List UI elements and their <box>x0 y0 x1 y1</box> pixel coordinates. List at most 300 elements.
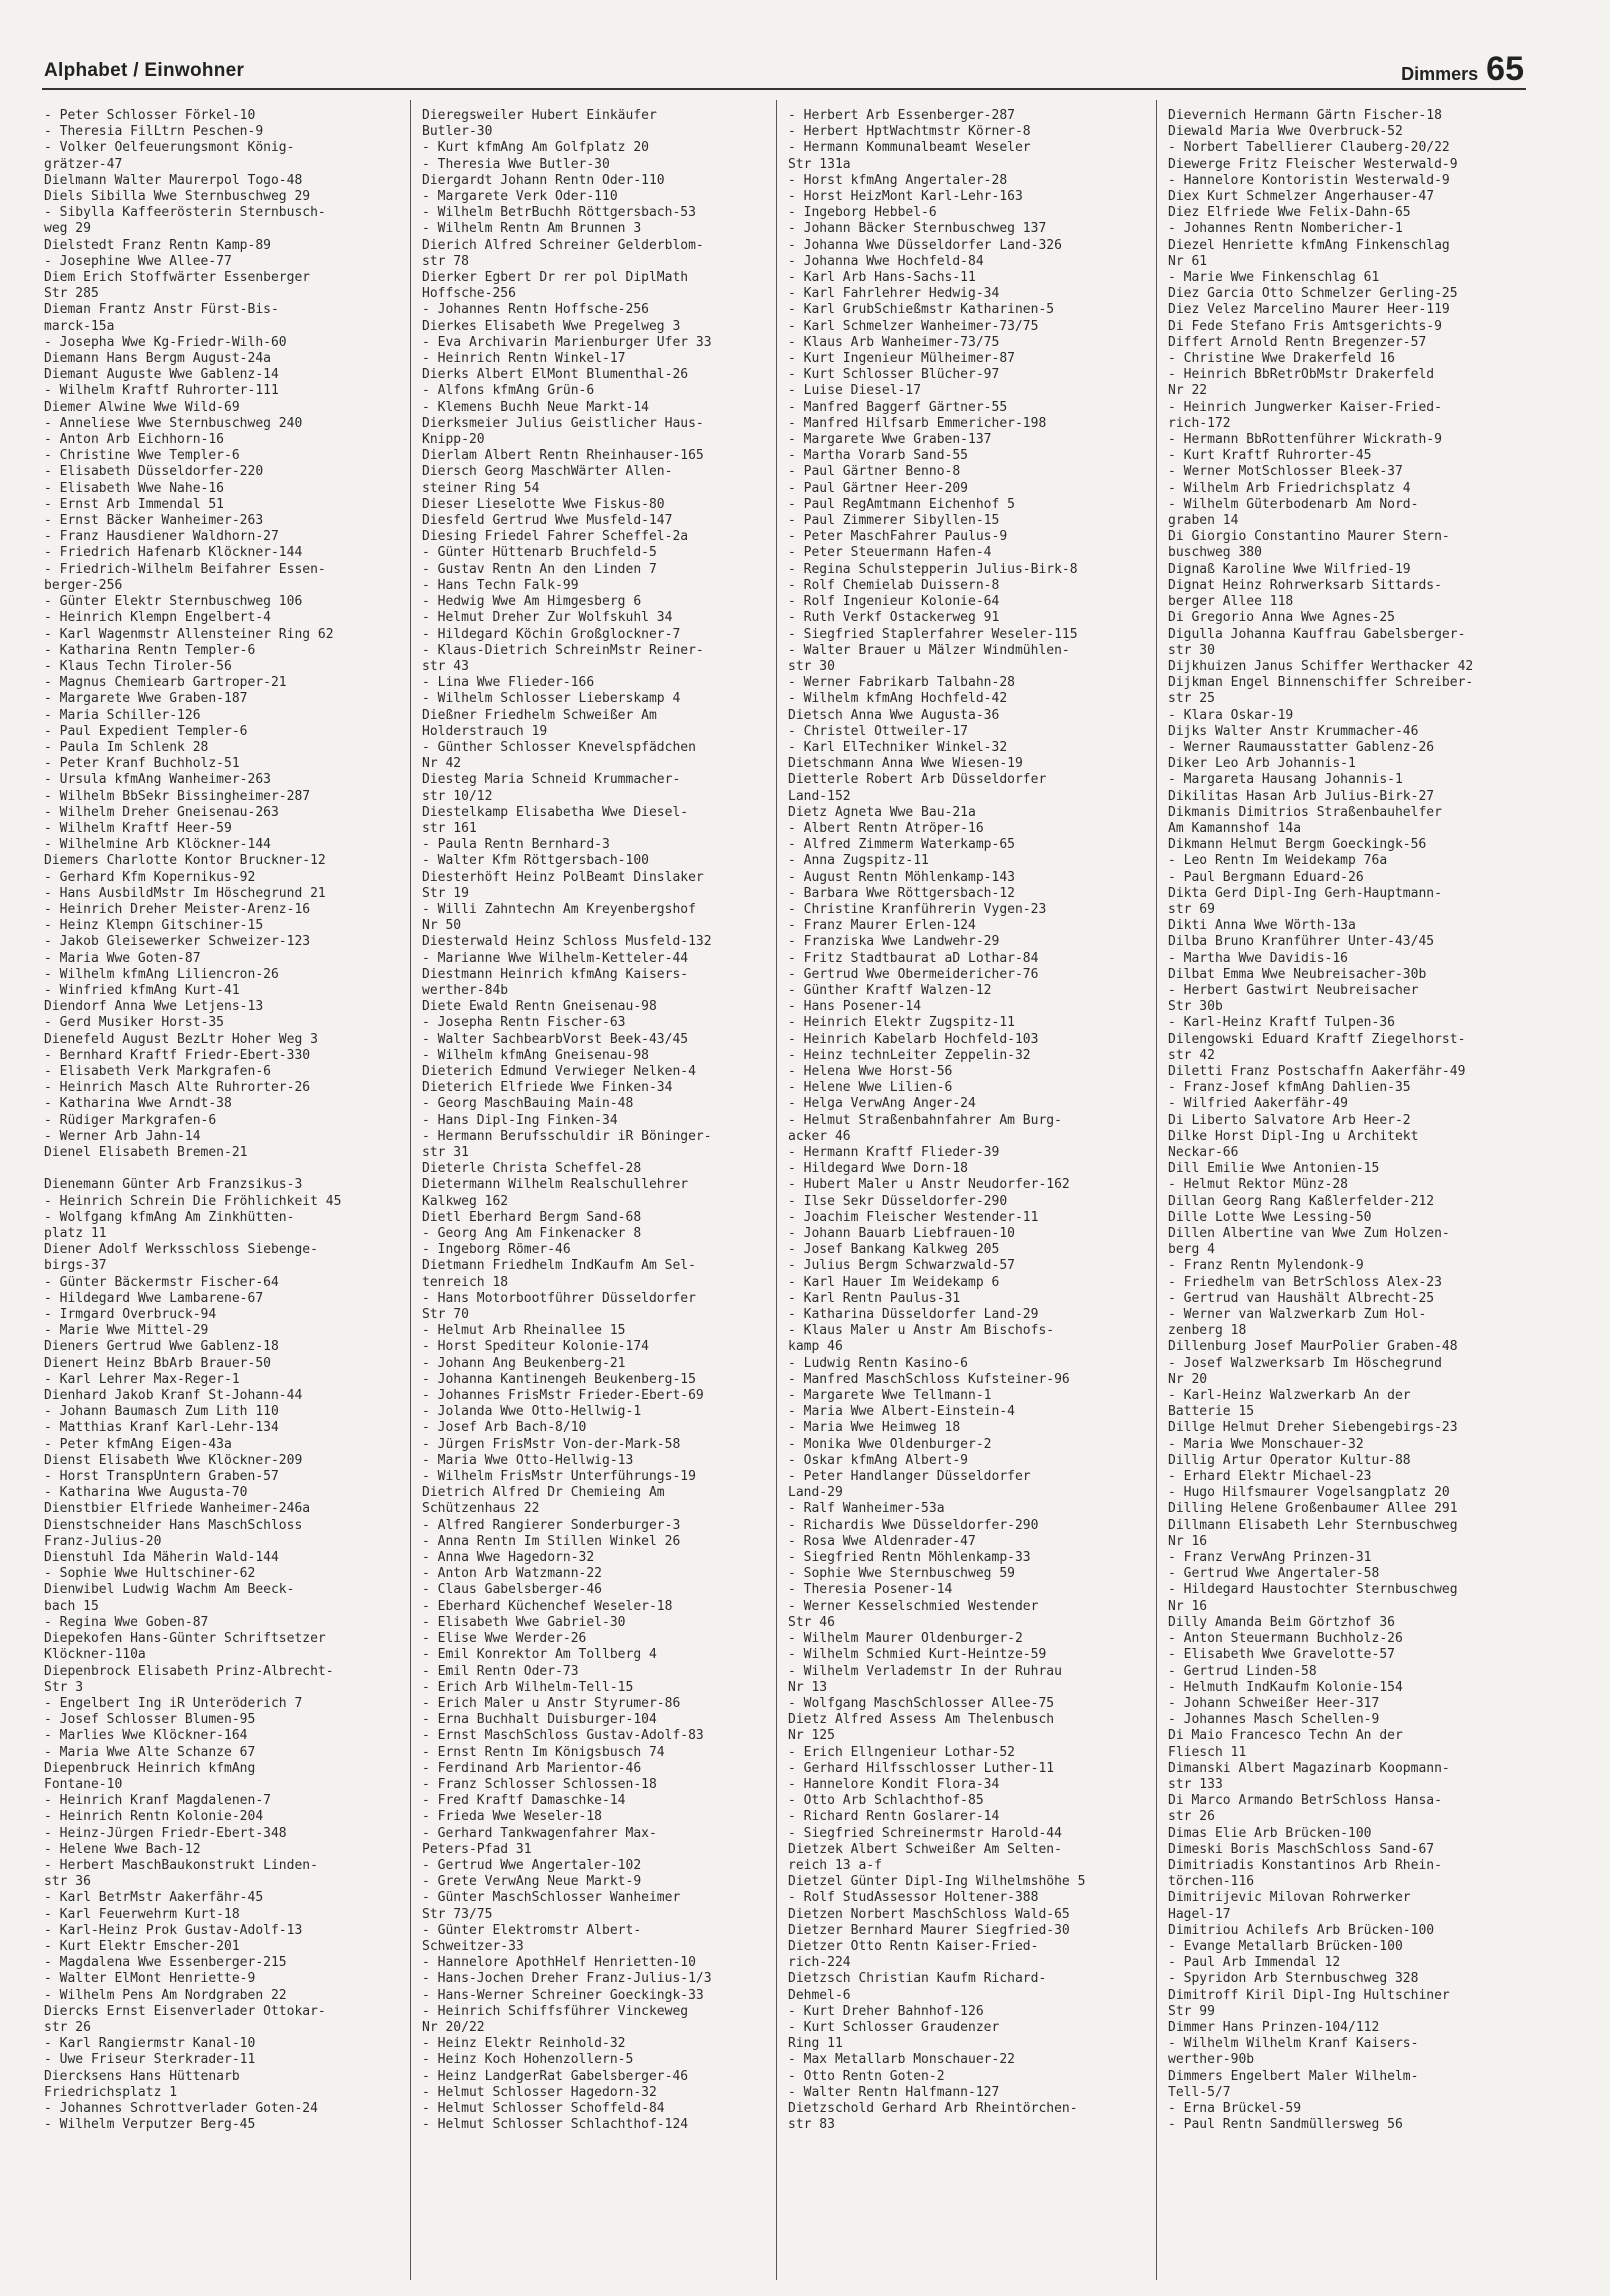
directory-entry-line: Batterie 15 <box>1168 1404 1255 1420</box>
directory-entry-line: Nr 20 <box>1168 1371 1208 1387</box>
directory-entry-line: Diels Sibilla Wwe Sternbuschweg 29 <box>44 189 311 205</box>
directory-entry-line <box>44 1161 399 1177</box>
directory-entry-line: - Helena Wwe Horst-56 <box>788 1063 953 1079</box>
directory-entry-line: - Karl Schmelzer Wanheimer-73/75 <box>788 318 1039 334</box>
directory-entry-line: Dilengowski Eduard Kraftf Ziegelhorst- <box>1168 1031 1466 1047</box>
directory-entry-line: - Paul Zimmerer Sibyllen-15 <box>788 513 1000 529</box>
directory-entry-line: - Helmut Dreher Zur Wolfskuhl 34 <box>422 610 673 626</box>
directory-entry-line: - Werner Kesselschmied Westender <box>788 1598 1039 1614</box>
directory-entry-line: Am Kamannshof 14a <box>1168 820 1302 836</box>
directory-entry-line: str 36 <box>44 1874 91 1890</box>
directory-entry-line: - Theresia Posener-14 <box>788 1582 953 1598</box>
directory-entry-line: Di Giorgio Constantino Maurer Stern- <box>1168 529 1450 545</box>
directory-entry-line: Nr 42 <box>422 756 462 772</box>
directory-entry-line: - Max Metallarb Monschauer-22 <box>788 2052 1015 2068</box>
directory-entry-line: - Ralf Wanheimer-53a <box>788 1501 945 1517</box>
directory-entry-line: - Gerhard Kfm Kopernikus-92 <box>44 869 256 885</box>
directory-entry-line: - Marie Wwe Finkenschlag 61 <box>1168 270 1380 286</box>
directory-entry-line: - Werner MotSchlosser Bleek-37 <box>1168 464 1403 480</box>
directory-entry-line: - Johann Schweißer Heer-317 <box>1168 1695 1380 1711</box>
directory-entry-line: - Josef Walzwerksarb Im Höschegrund <box>1168 1355 1442 1371</box>
directory-entry-line: Dienstbier Elfriede Wanheimer-246a <box>44 1501 311 1517</box>
directory-entry-line: Dietschmann Anna Wwe Wiesen-19 <box>788 756 1023 772</box>
directory-entry-line: str 133 <box>1168 1776 1223 1792</box>
directory-entry-line: kamp 46 <box>788 1339 843 1355</box>
directory-entry-line: Str 73/75 <box>422 1906 493 1922</box>
directory-entry-line: - Anna Zugspitz-11 <box>788 853 929 869</box>
directory-entry-line: Schweitzer-33 <box>422 1938 524 1954</box>
directory-entry-line: - Manfred MaschSchloss Kufsteiner-96 <box>788 1371 1070 1387</box>
section-title: Alphabet / Einwohner <box>44 60 245 81</box>
directory-entry-line: Schützenhaus 22 <box>422 1501 540 1517</box>
directory-entry-line: Dierich Alfred Schreiner Gelderblom- <box>422 237 704 253</box>
directory-entry-line: - Elisabeth Wwe Nahe-16 <box>44 480 225 496</box>
directory-entry-line: - Erich Arb Wilhelm-Tell-15 <box>422 1679 634 1695</box>
directory-entry-line: tenreich 18 <box>422 1274 509 1290</box>
directory-entry-line: - Hermann Berufsschuldir iR Böninger- <box>422 1128 712 1144</box>
directory-entry-line: - Karl GrubSchießmstr Katharinen-5 <box>788 302 1055 318</box>
directory-entry-line: - Spyridon Arb Sternbuschweg 328 <box>1168 1971 1419 1987</box>
directory-entry-line: - Karl Hauer Im Weidekamp 6 <box>788 1274 1000 1290</box>
directory-entry-line: Klöckner-110a <box>44 1647 146 1663</box>
directory-entry-line: Diener Adolf Werksschloss Siebenge- <box>44 1242 318 1258</box>
directory-entry-line: Diezel Henriette kfmAng Finkenschlag <box>1168 237 1450 253</box>
directory-entry-line: Diercksens Hans Hüttenarb <box>44 2068 240 2084</box>
directory-entry-line: - Irmgard Overbruck-94 <box>44 1307 217 1323</box>
directory-entry-line: Dilba Bruno Kranführer Unter-43/45 <box>1168 934 1435 950</box>
directory-entry-line: - Karl-Heinz Prok Gustav-Adolf-13 <box>44 1922 303 1938</box>
directory-entry-line: - Wilhelm Arb Friedrichsplatz 4 <box>1168 480 1411 496</box>
directory-entry-line: - Margareta Hausang Johannis-1 <box>1168 772 1403 788</box>
directory-entry-line: Dienst Elisabeth Wwe Klöckner-209 <box>44 1452 303 1468</box>
directory-entry-line: Dienemann Günter Arb Franzsikus-3 <box>44 1177 303 1193</box>
directory-entry-line: Dimas Elie Arb Brücken-100 <box>1168 1825 1372 1841</box>
directory-entry-line: Diex Kurt Schmelzer Angerhauser-47 <box>1168 189 1435 205</box>
directory-entry-line: Dieman Frantz Anstr Fürst-Bis- <box>44 302 279 318</box>
directory-entry-line: - Ruth Verkf Ostackerweg 91 <box>788 610 1000 626</box>
directory-entry-line: - Karl Wagenmstr Allensteiner Ring 62 <box>44 626 334 642</box>
directory-entry-line: - Johannes Rentn Nombericher-1 <box>1168 221 1403 237</box>
directory-entry-line: - Wilfried Aakerfähr-49 <box>1168 1096 1349 1112</box>
directory-entry-line: - Franz Schlosser Schlossen-18 <box>422 1776 657 1792</box>
directory-entry-line: - Sophie Wwe Hultschiner-62 <box>44 1566 256 1582</box>
directory-entry-line: - Georg MaschBauing Main-48 <box>422 1096 634 1112</box>
directory-entry-line: - Albert Rentn Atröper-16 <box>788 820 984 836</box>
directory-entry-line: - Kurt Elektr Emscher-201 <box>44 1938 240 1954</box>
column-3 <box>788 108 1143 2133</box>
directory-entry-line: - Heinz Koch Hohenzollern-5 <box>422 2052 634 2068</box>
directory-entry-line: - Herbert Arb Essenberger-287 <box>788 108 1015 123</box>
directory-entry-line: - Regina Wwe Goben-87 <box>44 1614 209 1630</box>
directory-entry-line: Dilly Amanda Beim Görtzhof 36 <box>1168 1614 1395 1630</box>
directory-entry-line: - Georg Ang Am Finkenacker 8 <box>422 1226 642 1242</box>
directory-entry-line: - Jolanda Wwe Otto-Hellwig-1 <box>422 1404 642 1420</box>
directory-entry-line: Di Marco Armando BetrSchloss Hansa- <box>1168 1793 1442 1809</box>
directory-entry-line: - Johannes FrisMstr Frieder-Ebert-69 <box>422 1388 704 1404</box>
directory-entry-line: - Karl Rangiermstr Kanal-10 <box>44 2036 256 2052</box>
directory-entry-line: - Johann Bäcker Sternbuschweg 137 <box>788 221 1047 237</box>
directory-entry-line: - Barbara Wwe Röttgersbach-12 <box>788 885 1015 901</box>
directory-entry-line: Dienhard Jakob Kranf St-Johann-44 <box>44 1388 303 1404</box>
directory-entry-line: Dijkman Engel Binnenschiffer Schreiber- <box>1168 675 1474 691</box>
directory-entry-line: - Siegfried Schreinermstr Harold-44 <box>788 1825 1062 1841</box>
directory-entry-line: - Peter Kranf Buchholz-51 <box>44 756 240 772</box>
directory-entry-line: Hoffsche-256 <box>422 286 516 302</box>
directory-entry-line: - Magdalena Wwe Essenberger-215 <box>44 1955 287 1971</box>
directory-entry-line: Franz-Julius-20 <box>44 1533 162 1549</box>
directory-entry-line: - Heinrich Kabelarb Hochfeld-103 <box>788 1031 1039 1047</box>
directory-entry-line: Fliesch 11 <box>1168 1744 1247 1760</box>
directory-entry-line: - Hildegard Köchin Großglockner-7 <box>422 626 681 642</box>
directory-entry-line: Diergardt Johann Rentn Oder-110 <box>422 172 665 188</box>
directory-entry-line: Dierkes Elisabeth Wwe Pregelweg 3 <box>422 318 681 334</box>
directory-entry-line: - Maria Wwe Alte Schanze 67 <box>44 1744 256 1760</box>
directory-entry-line: Diletti Franz Postschaffn Aakerfähr-49 <box>1168 1063 1466 1079</box>
directory-entry-line: - Hans Dipl-Ing Finken-34 <box>422 1112 618 1128</box>
directory-entry-line: Dielmann Walter Maurerpol Togo-48 <box>44 172 303 188</box>
directory-entry-line: Dignat Heinz Rohrwerksarb Sittards- <box>1168 577 1442 593</box>
directory-entry-line: Di Fede Stefano Fris Amtsgerichts-9 <box>1168 318 1442 334</box>
directory-entry-line: - Anna Wwe Hagedorn-32 <box>422 1550 595 1566</box>
directory-entry-line: - Erna Brückel-59 <box>1168 2100 1302 2116</box>
directory-entry-line: Str 131a <box>788 156 851 172</box>
directory-entry-line: - Heinrich Schiffsführer Vinckeweg <box>422 2003 689 2019</box>
directory-entry-line: Dießner Friedhelm Schweißer Am <box>422 707 657 723</box>
directory-entry-line: - Heinrich Schrein Die Fröhlichkeit 45 <box>44 1193 342 1209</box>
directory-entry-line: - Friedhelm van BetrSchloss Alex-23 <box>1168 1274 1442 1290</box>
directory-entry-line: - Hans-Jochen Dreher Franz-Julius-1/3 <box>422 1971 712 1987</box>
directory-entry-line: Diete Ewald Rentn Gneisenau-98 <box>422 999 657 1015</box>
directory-entry-line: str 83 <box>788 2117 835 2133</box>
directory-entry-line: Peters-Pfad 31 <box>422 1841 532 1857</box>
directory-entry-line: - Ingeborg Römer-46 <box>422 1242 571 1258</box>
directory-entry-line: Dikilitas Hasan Arb Julius-Birk-27 <box>1168 788 1435 804</box>
directory-entry-line: Diercks Ernst Eisenverlader Ottokar- <box>44 2003 326 2019</box>
directory-entry-line: - Klaus Arb Wanheimer-73/75 <box>788 334 1000 350</box>
directory-entry-line: - Hans Posener-14 <box>788 999 922 1015</box>
directory-entry-line: - Katharina Rentn Templer-6 <box>44 642 256 658</box>
directory-entry-line: Dieterich Edmund Verwieger Nelken-4 <box>422 1063 696 1079</box>
directory-entry-line: - Rolf Ingenieur Kolonie-64 <box>788 594 1000 610</box>
directory-entry-line: - Gertrud Wwe Angertaler-58 <box>1168 1566 1380 1582</box>
directory-entry-line: Dietrich Alfred Dr Chemieing Am <box>422 1485 665 1501</box>
directory-entry-line: Dietterle Robert Arb Düsseldorfer <box>788 772 1047 788</box>
directory-entry-line: - Maria Wwe Goten-87 <box>44 950 201 966</box>
directory-entry-line: Dienefeld August BezLtr Hoher Weg 3 <box>44 1031 318 1047</box>
directory-entry-line: - Marianne Wwe Wilhelm-Ketteler-44 <box>422 950 689 966</box>
directory-entry-line: Diestelkamp Elisabetha Wwe Diesel- <box>422 804 689 820</box>
directory-entry-line: - Wilhelm Verlademstr In der Ruhrau <box>788 1663 1062 1679</box>
directory-entry-line: - Maria Schiller-126 <box>44 707 201 723</box>
directory-entry-line: Hagel-17 <box>1168 1906 1231 1922</box>
directory-entry-line: - Regina Schulstepperin Julius-Birk-8 <box>788 561 1078 577</box>
directory-entry-line: Dilke Horst Dipl-Ing u Architekt <box>1168 1128 1419 1144</box>
directory-entry-line: Dille Lotte Wwe Lessing-50 <box>1168 1209 1372 1225</box>
directory-entry-line: - Hermann BbRottenführer Wickrath-9 <box>1168 432 1442 448</box>
directory-entry-line: - Claus Gabelsberger-46 <box>422 1582 603 1598</box>
directory-entry-line: - Bernhard Kraftf Friedr-Ebert-330 <box>44 1047 311 1063</box>
directory-entry-line: grätzer-47 <box>44 156 123 172</box>
directory-entry-line: - Maria Wwe Heimweg 18 <box>788 1420 961 1436</box>
directory-entry-line: - Ludwig Rentn Kasino-6 <box>788 1355 969 1371</box>
directory-entry-line: - Katharina Wwe Augusta-70 <box>44 1485 248 1501</box>
directory-entry-line: Dieners Gertrud Wwe Gablenz-18 <box>44 1339 279 1355</box>
directory-entry-line: - Ernst Arb Immendal 51 <box>44 496 225 512</box>
directory-entry-line: - Heinrich Elektr Zugspitz-11 <box>788 1015 1015 1031</box>
directory-entry-line: - Helmut Schlosser Hagedorn-32 <box>422 2084 657 2100</box>
directory-entry-line: - Hermann Kraftf Flieder-39 <box>788 1145 1000 1160</box>
directory-entry-line: Kalkweg 162 <box>422 1193 509 1209</box>
directory-entry-line: - Karl Fahrlehrer Hedwig-34 <box>788 286 1000 302</box>
directory-entry-line: - Peter kfmAng Eigen-43a <box>44 1436 232 1452</box>
directory-entry-line: Diez Elfriede Wwe Felix-Dahn-65 <box>1168 205 1411 221</box>
directory-entry-line: Land-152 <box>788 788 851 804</box>
directory-entry-line: Dimanski Albert Magazinarb Koopmann- <box>1168 1760 1450 1776</box>
directory-entry-line: - Ilse Sekr Düsseldorfer-290 <box>788 1193 1008 1209</box>
directory-entry-line: Dikmanis Dimitrios Straßenbauhelfer <box>1168 804 1442 820</box>
directory-entry-line: - Katharina Düsseldorfer Land-29 <box>788 1307 1039 1323</box>
directory-entry-line: Dielstedt Franz Rentn Kamp-89 <box>44 237 271 253</box>
directory-entry-line: - Johannes Rentn Hoffsche-256 <box>422 302 649 318</box>
directory-entry-line: törchen-116 <box>1168 1874 1255 1890</box>
directory-entry-line: Dienert Heinz BbArb Brauer-50 <box>44 1355 271 1371</box>
directory-entry-line: - Ernst Bäcker Wanheimer-263 <box>44 513 264 529</box>
directory-entry-line: - Karl ElTechniker Winkel-32 <box>788 739 1008 755</box>
directory-entry-line: - Josef Arb Bach-8/10 <box>422 1420 587 1436</box>
directory-entry-line: - Franz Rentn Mylendonk-9 <box>1168 1258 1364 1274</box>
directory-entry-line: - Herbert Gastwirt Neubreisacher <box>1168 982 1419 998</box>
directory-entry-line: - Walter Kfm Röttgersbach-100 <box>422 853 649 869</box>
directory-entry-line: - Katharina Wwe Arndt-38 <box>44 1096 232 1112</box>
directory-entry-line: - Johann Bauarb Liebfrauen-10 <box>788 1226 1015 1242</box>
directory-entry-line: - Grete VerwAng Neue Markt-9 <box>422 1874 642 1890</box>
directory-entry-line: - Willi Zahntechn Am Kreyenbergshof <box>422 901 696 917</box>
directory-entry-line: Dienstschneider Hans MaschSchloss <box>44 1517 303 1533</box>
directory-entry-line: - Erich Ellngenieur Lothar-52 <box>788 1744 1015 1760</box>
directory-entry-line: - Ernst MaschSchloss Gustav-Adolf-83 <box>422 1728 704 1744</box>
directory-entry-line: - Karl BetrMstr Aakerfähr-45 <box>44 1890 264 1906</box>
directory-entry-line: - Johann Ang Beukenberg-21 <box>422 1355 626 1371</box>
directory-entry-line: graben 14 <box>1168 513 1239 529</box>
directory-entry-line: - Wilhelm Schmied Kurt-Heintze-59 <box>788 1647 1047 1663</box>
directory-entry-line: str 69 <box>1168 901 1215 917</box>
directory-entry-line: - Gustav Rentn An den Linden 7 <box>422 561 657 577</box>
directory-entry-line: Neckar-66 <box>1168 1145 1239 1160</box>
directory-entry-line: - Anna Rentn Im Stillen Winkel 26 <box>422 1533 681 1549</box>
directory-entry-line: - Helga VerwAng Anger-24 <box>788 1096 976 1112</box>
directory-entry-line: - Engelbert Ing iR Unteröderich 7 <box>44 1695 303 1711</box>
directory-entry-line: - Johanna Kantinengeh Beukenberg-15 <box>422 1371 696 1387</box>
directory-entry-line: - Franziska Wwe Landwehr-29 <box>788 934 1000 950</box>
directory-entry-line: - Elisabeth Verk Markgrafen-6 <box>44 1063 271 1079</box>
directory-entry-line: reich 13 a-f <box>788 1857 882 1873</box>
directory-entry-line: - Helmuth IndKaufm Kolonie-154 <box>1168 1679 1403 1695</box>
directory-entry-line: Diewald Maria Wwe Overbruck-52 <box>1168 124 1403 140</box>
directory-entry-line: - Otto Rentn Goten-2 <box>788 2068 945 2084</box>
directory-entry-line: - Klaus Maler u Anstr Am Bischofs- <box>788 1323 1055 1339</box>
directory-entry-line: - Alfred Rangierer Sonderburger-3 <box>422 1517 681 1533</box>
directory-entry-line: str 42 <box>1168 1047 1215 1063</box>
directory-entry-line: Diesterwald Heinz Schloss Musfeld-132 <box>422 934 712 950</box>
directory-entry-line: Dillan Georg Rang Kaßlerfelder-212 <box>1168 1193 1435 1209</box>
directory-entry-line: - Rosa Wwe Aldenrader-47 <box>788 1533 976 1549</box>
directory-entry-line: - Klemens Buchh Neue Markt-14 <box>422 399 649 415</box>
directory-entry-line: - Erich Maler u Anstr Styrumer-86 <box>422 1695 681 1711</box>
directory-entry-line: zenberg 18 <box>1168 1323 1247 1339</box>
directory-entry-line: - Kurt kfmAng Am Golfplatz 20 <box>422 140 649 156</box>
directory-entry-line: str 78 <box>422 253 469 269</box>
directory-entry-line: str 25 <box>1168 691 1215 707</box>
directory-entry-line: - Johanna Wwe Hochfeld-84 <box>788 253 984 269</box>
directory-entry-line: Dienwibel Ludwig Wachm Am Beeck- <box>44 1582 295 1598</box>
directory-entry-line: - Erhard Elektr Michael-23 <box>1168 1469 1372 1485</box>
directory-entry-line: - Werner Fabrikarb Talbahn-28 <box>788 675 1015 691</box>
directory-entry-line: - Günter Elektromstr Albert- <box>422 1922 642 1938</box>
directory-entry-line: Str 99 <box>1168 2003 1215 2019</box>
directory-entry-line: - Josepha Rentn Fischer-63 <box>422 1015 626 1031</box>
directory-entry-line: Dieterle Christa Scheffel-28 <box>422 1161 642 1177</box>
directory-entry-line: Dierksmeier Julius Geistlicher Haus- <box>422 415 704 431</box>
directory-entry-line: - Otto Arb Schlachthof-85 <box>788 1793 984 1809</box>
directory-entry-line: - Emil Konrektor Am Tollberg 4 <box>422 1647 657 1663</box>
directory-entry-line: Diendorf Anna Wwe Letjens-13 <box>44 999 264 1015</box>
directory-entry-line: - Horst HeizMont Karl-Lehr-163 <box>788 189 1023 205</box>
directory-entry-line: Nr 22 <box>1168 383 1208 399</box>
directory-entry-line: Dimmers Engelbert Maler Wilhelm- <box>1168 2068 1419 2084</box>
directory-entry-line: Diepenbruck Heinrich kfmAng <box>44 1760 256 1776</box>
directory-entry-line: - Heinz Klempn Gitschiner-15 <box>44 918 264 934</box>
directory-entry-line: weg 29 <box>44 221 91 237</box>
directory-entry-line: str 43 <box>422 658 469 674</box>
directory-entry-line: - Frieda Wwe Weseler-18 <box>422 1809 603 1825</box>
directory-entry-line: Dietzer Otto Rentn Kaiser-Fried- <box>788 1938 1039 1954</box>
directory-entry-line: - Ernst Rentn Im Königsbusch 74 <box>422 1744 665 1760</box>
directory-entry-line: - Friedrich Hafenarb Klöckner-144 <box>44 545 303 561</box>
directory-entry-line: - Martha Wwe Davidis-16 <box>1168 950 1349 966</box>
header-rule <box>42 88 1526 90</box>
directory-entry-line: - Marlies Wwe Klöckner-164 <box>44 1728 248 1744</box>
directory-entry-line: Str 285 <box>44 286 99 302</box>
directory-entry-line: - Hedwig Wwe Am Himgesberg 6 <box>422 594 642 610</box>
directory-entry-line: - Johannes Schrottverlader Goten-24 <box>44 2100 318 2116</box>
directory-entry-line: - Theresia Wwe Butler-30 <box>422 156 610 172</box>
directory-entry-line: Str 19 <box>422 885 469 901</box>
directory-entry-line: - Jakob Gleisewerker Schweizer-123 <box>44 934 311 950</box>
directory-entry-line: Dietzek Albert Schweißer Am Selten- <box>788 1841 1062 1857</box>
directory-entry-line: - Monika Wwe Oldenburger-2 <box>788 1436 992 1452</box>
directory-entry-line: - Hildegard Haustochter Sternbuschweg <box>1168 1582 1458 1598</box>
directory-entry-line: - August Rentn Möhlenkamp-143 <box>788 869 1015 885</box>
directory-entry-line: - Erna Buchhalt Duisburger-104 <box>422 1712 657 1728</box>
directory-entry-line: str 26 <box>1168 1809 1215 1825</box>
directory-entry-line: - Josepha Wwe Kg-Friedr-Wilh-60 <box>44 334 287 350</box>
directory-entry-line: buschweg 380 <box>1168 545 1262 561</box>
directory-entry-line: - Heinz-Jürgen Friedr-Ebert-348 <box>44 1825 287 1841</box>
directory-entry-line: - Karl Feuerwehrm Kurt-18 <box>44 1906 240 1922</box>
directory-entry-line: bach 15 <box>44 1598 99 1614</box>
directory-entry-line: Diemann Hans Bergm August-24a <box>44 351 271 367</box>
directory-entry-line: marck-15a <box>44 318 115 334</box>
directory-entry-line: - Margarete Verk Oder-110 <box>422 189 618 205</box>
directory-entry-line: Dietz Alfred Assess Am Thelenbusch <box>788 1712 1055 1728</box>
directory-entry-line: - Paul Rentn Sandmüllersweg 56 <box>1168 2117 1403 2133</box>
directory-entry-line: Dignaß Karoline Wwe Wilfried-19 <box>1168 561 1411 577</box>
directory-entry-line: - Anton Arb Eichhorn-16 <box>44 432 225 448</box>
directory-entry-line: Digulla Johanna Kauffrau Gabelsberger- <box>1168 626 1466 642</box>
directory-entry-line: Dietermann Wilhelm Realschullehrer <box>422 1177 689 1193</box>
directory-entry-line: Dimitriou Achilefs Arb Brücken-100 <box>1168 1922 1435 1938</box>
directory-entry-line: - Kurt Schlosser Blücher-97 <box>788 367 1000 383</box>
directory-entry-line: - Anton Arb Watzmann-22 <box>422 1566 603 1582</box>
directory-entry-line: Di Gregorio Anna Wwe Agnes-25 <box>1168 610 1395 626</box>
directory-entry-line: - Helmut Schlosser Schoffeld-84 <box>422 2100 665 2116</box>
directory-entry-line: Differt Arnold Rentn Bregenzer-57 <box>1168 334 1427 350</box>
directory-entry-line: Dietzsch Christian Kaufm Richard- <box>788 1971 1047 1987</box>
directory-entry-line: - Siegfried Rentn Möhlenkamp-33 <box>788 1550 1031 1566</box>
directory-entry-line: - Siegfried Staplerfahrer Weseler-115 <box>788 626 1078 642</box>
directory-entry-line: - Josef Bankang Kalkweg 205 <box>788 1242 1000 1258</box>
directory-entry-line: - Wolfgang kfmAng Am Zinkhütten- <box>44 1209 295 1225</box>
directory-entry-line: - Gertrud Wwe Obermeidericher-76 <box>788 966 1039 982</box>
directory-entry-line: Di Maio Francesco Techn An der <box>1168 1728 1403 1744</box>
directory-entry-line: - Josephine Wwe Allee-77 <box>44 253 232 269</box>
directory-entry-line: - Heinz LandgerRat Gabelsberger-46 <box>422 2068 689 2084</box>
directory-entry-line: - Theresia FilLtrn Peschen-9 <box>44 124 264 140</box>
directory-entry-line: - Paul Bergmann Eduard-26 <box>1168 869 1364 885</box>
directory-entry-line: - Helene Wwe Lilien-6 <box>788 1080 953 1096</box>
directory-entry-line: Dikmann Helmut Bergm Goeckingk-56 <box>1168 837 1427 853</box>
directory-entry-line: Str 30b <box>1168 999 1223 1015</box>
directory-entry-line: - Johanna Wwe Düsseldorfer Land-326 <box>788 237 1062 253</box>
directory-entry-line: - Paula Rentn Bernhard-3 <box>422 837 610 853</box>
directory-entry-line: Land-29 <box>788 1485 843 1501</box>
directory-entry-line: - Wilhelm Kraftf Ruhrorter-111 <box>44 383 279 399</box>
directory-entry-line: Dimmer Hans Prinzen-104/112 <box>1168 2019 1380 2035</box>
directory-entry-line: - Margarete Wwe Tellmann-1 <box>788 1388 992 1404</box>
directory-entry-line: - Hugo Hilfsmaurer Vogelsangplatz 20 <box>1168 1485 1450 1501</box>
directory-entry-line: Diestmann Heinrich kfmAng Kaisers- <box>422 966 689 982</box>
directory-entry-line: - Paul Arb Immendal 12 <box>1168 1955 1341 1971</box>
directory-entry-line: Diesterhöft Heinz PolBeamt Dinslaker <box>422 869 704 885</box>
directory-entry-line: - Maria Wwe Monschauer-32 <box>1168 1436 1364 1452</box>
directory-entry-line: steiner Ring 54 <box>422 480 540 496</box>
directory-entry-line: - Heinrich Klempn Engelbert-4 <box>44 610 271 626</box>
directory-entry-line: - Margarete Wwe Graben-137 <box>788 432 992 448</box>
directory-entry-line: - Alfred Zimmerm Waterkamp-65 <box>788 837 1015 853</box>
directory-entry-line: - Jürgen FrisMstr Von-der-Mark-58 <box>422 1436 681 1452</box>
directory-entry-line: str 30 <box>788 658 835 674</box>
directory-entry-line: - Margarete Wwe Graben-187 <box>44 691 248 707</box>
directory-entry-line: - Eva Archivarin Marienburger Ufer 33 <box>422 334 712 350</box>
directory-entry-line: Dieterich Elfriede Wwe Finken-34 <box>422 1080 673 1096</box>
directory-entry-line: rich-224 <box>788 1955 851 1971</box>
directory-entry-line: Nr 16 <box>1168 1598 1208 1614</box>
directory-entry-line: Nr 13 <box>788 1679 828 1695</box>
directory-entry-line: - Uwe Friseur Sterkrader-11 <box>44 2052 256 2068</box>
directory-entry-line: str 26 <box>44 2019 91 2035</box>
directory-entry-line: str 31 <box>422 1145 469 1160</box>
directory-entry-line: Dill Emilie Wwe Antonien-15 <box>1168 1161 1380 1177</box>
directory-entry-line: Dehmel-6 <box>788 1987 851 2003</box>
directory-entry-line: - Kurt Schlosser Graudenzer <box>788 2019 1000 2035</box>
directory-entry-line: - Ferdinand Arb Marientor-46 <box>422 1760 642 1776</box>
directory-entry-line: - Heinrich Rentn Kolonie-204 <box>44 1809 264 1825</box>
directory-entry-line: Dillen Albertine van Wwe Zum Holzen- <box>1168 1226 1450 1242</box>
directory-entry-line: Friedrichsplatz 1 <box>44 2084 178 2100</box>
directory-entry-line: acker 46 <box>788 1128 851 1144</box>
directory-entry-line: werther-84b <box>422 982 509 998</box>
directory-entry-line: Dietsch Anna Wwe Augusta-36 <box>788 707 1000 723</box>
